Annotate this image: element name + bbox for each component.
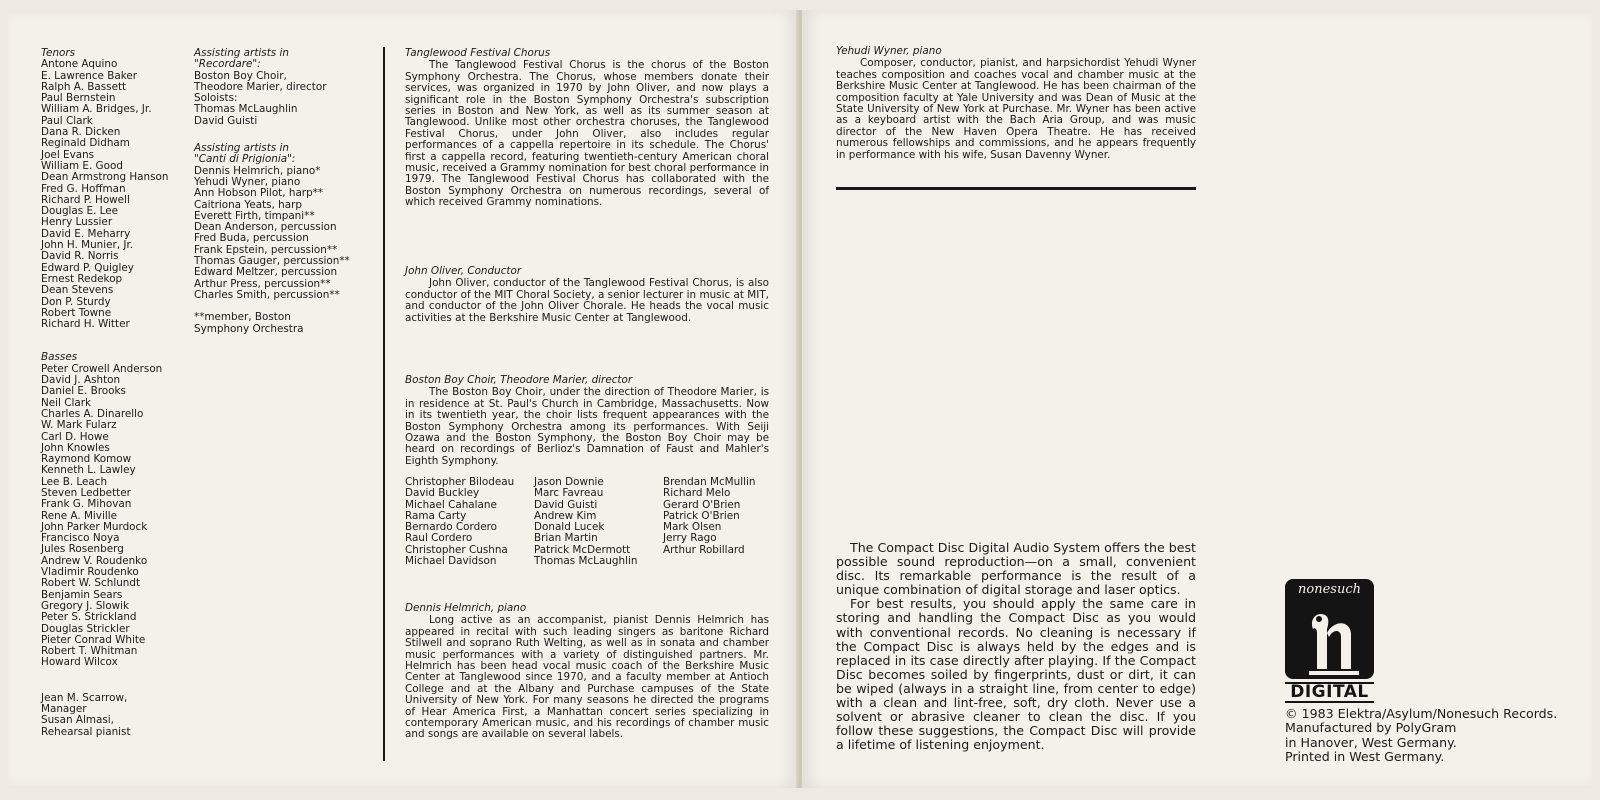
helmrich-bio xyxy=(405,603,769,741)
nonesuch-n-icon xyxy=(1299,599,1361,677)
recordare-heading-2: "Recordare": xyxy=(194,58,261,71)
list-item: Francisco Noya xyxy=(41,532,120,545)
list-item: © 1983 Elektra/Asylum/Nonesuch Records. xyxy=(1285,706,1558,721)
list-item: Rama Carty xyxy=(405,509,467,522)
list-item: Manager xyxy=(41,703,87,716)
list-item: Ernest Redekop xyxy=(41,272,123,285)
list-item: Dean Armstrong Hanson xyxy=(41,171,169,184)
list-item: Howard Wilcox xyxy=(41,656,118,669)
basses-heading: Basses xyxy=(41,351,78,364)
list-item: Charles Smith, percussion** xyxy=(194,288,340,301)
list-item: Arthur Press, percussion** xyxy=(194,277,331,290)
list-item: Printed in West Germany. xyxy=(1285,748,1445,764)
nonesuch-logo xyxy=(1285,579,1374,679)
list-item: in Hanover, West Germany. xyxy=(1285,734,1457,750)
list-item: Ann Hobson Pilot, harp** xyxy=(194,187,324,200)
list-item: Rehearsal pianist xyxy=(41,725,131,738)
list-item: Bernardo Cordero xyxy=(405,521,497,534)
list-item: Robert W. Schlundt xyxy=(41,577,141,590)
list-item: Gerard O'Brien xyxy=(663,498,741,511)
list-item: Symphony Orchestra xyxy=(194,322,304,335)
list-item: Christopher Bilodeau xyxy=(405,476,515,488)
list-item: Joel Evans xyxy=(41,148,95,161)
canti-heading-1: Assisting artists in xyxy=(194,142,289,155)
canti-heading-2: "Canti di Prigionia": xyxy=(194,153,296,166)
cd-notice-paragraph-2: For best results, you should apply the same care in storing and handling the Compact Disc as you would with conventional records. No cleaning is necessary if the Compact Disc is always held by the edges and is replaced in its case directly after playing. If the Compact Disc becomes soiled by fingerprints, dust or dirt, it can be wiped (always in a straight line, from center to edge) with a clean and lint-free, soft, dry cloth. Never use a solvent or abrasive cleaner to clean the disc. If you follow these suggestions, the Compact Disc will provide a lifetime of listening enjoyment. xyxy=(836,596,1196,753)
list-item: W. Mark Fularz xyxy=(41,419,117,432)
list-item: Dean Anderson, percussion xyxy=(194,221,337,234)
list-item: Patrick McDermott xyxy=(534,543,631,556)
list-item: Richard Melo xyxy=(663,487,731,500)
tenors-list xyxy=(41,59,168,330)
list-item: Andrew V. Roudenko xyxy=(41,554,148,567)
list-item: David R. Norris xyxy=(41,250,119,263)
list-item: William A. Bridges, Jr. xyxy=(41,103,152,116)
list-item: Manufactured by PolyGram xyxy=(1285,720,1457,736)
list-item: Theodore Marier, director xyxy=(194,80,327,93)
oliver-bio xyxy=(405,266,769,324)
list-item: Edward Meltzer, percussion xyxy=(194,266,338,279)
list-item: Thomas Gauger, percussion** xyxy=(194,255,350,268)
cd-notice-paragraph-1: The Compact Disc Digital Audio System offers the best possible sound reproduction—on a small, convenient disc. Its remarkable performance is the result of a unique combination of digital storage and laser optics. xyxy=(836,540,1196,598)
list-item: Don P. Sturdy xyxy=(41,295,111,308)
list-item: Michael Davidson xyxy=(405,555,497,568)
list-item: Raymond Komow xyxy=(41,453,132,466)
list-item: Andrew Kim xyxy=(534,509,597,522)
list-item: Robert T. Whitman xyxy=(41,645,138,658)
list-item: Richard H. Witter xyxy=(41,318,130,331)
list-item: Dennis Helmrich, piano* xyxy=(194,164,321,177)
list-item: William E. Good xyxy=(41,159,123,172)
list-item: Christopher Cushna xyxy=(405,543,508,556)
staff-list xyxy=(41,693,168,738)
list-item: Carl D. Howe xyxy=(41,430,109,443)
boychoir-roster xyxy=(405,477,775,567)
list-item: Charles A. Dinarello xyxy=(41,407,144,420)
wyner-bio xyxy=(836,46,1196,161)
nonesuch-wordmark: nonesuch xyxy=(1298,582,1361,597)
recordare-list xyxy=(194,71,350,127)
list-item: David Guisti xyxy=(534,498,598,511)
wyner-text: Composer, conductor, pianist, and harpsichordist Yehudi Wyner teaches composition and coaches vocal and chamber music at the Berkshire Music Center at Tanglewood. He has been chairman of the composition faculty at Yale University and was Dean of Music at the State University of New York at Purchase. Mr. Wyner has been active as a keyboard artist with the Bach Aria Group, and was music director of the New Haven Opera Theatre. He has received numerous fellowships and commissions, and he appears frequently in performance with his wife, Susan Davenny Wyner. xyxy=(836,57,1196,161)
list-item: Raul Cordero xyxy=(405,532,473,545)
list-item: David E. Meharry xyxy=(41,227,131,240)
helmrich-text: Long active as an accompanist, pianist Dennis Helmrich has appeared in recital with such leading singers as baritone Richard Stilwell and soprano Ruth Welting, as well as in sonata and chamber music performances with a variety of distinguished partners. Mr. Helmrich has been head vocal music coach of the Berkshire Music Center at Tanglewood since 1970, and a faculty member at Antioch College and at the Albany and Purchase campuses of the State University of New York. For many seasons he directed the programs of Hear America First, a Manhattan concert series specializing in contemporary American music, and his recordings of chamber music and songs are available on several labels. xyxy=(405,614,769,741)
list-item: Thomas McLaughlin xyxy=(194,103,298,116)
list-item: Reginald Didham xyxy=(41,137,130,150)
compact-disc-notice xyxy=(836,541,1196,752)
list-item: Michael Cahalane xyxy=(405,498,497,511)
tenors-heading: Tenors xyxy=(41,47,76,59)
list-item: Patrick O'Brien xyxy=(663,509,740,522)
list-item: Everett Firth, timpani** xyxy=(194,209,315,222)
list-item: Rene A. Miville xyxy=(41,509,118,522)
list-item: Peter S. Strickland xyxy=(41,611,137,624)
list-item: Jerry Rago xyxy=(663,532,717,545)
list-item: Dean Stevens xyxy=(41,284,114,297)
list-item: David Guisti xyxy=(194,114,258,127)
list-item: Dana R. Dicken xyxy=(41,126,121,139)
list-item: Mark Olsen xyxy=(663,521,722,534)
list-item: Susan Almasi, xyxy=(41,714,114,727)
copyright-block xyxy=(1285,707,1557,764)
list-item: Douglas Strickler xyxy=(41,622,130,635)
list-item: John Parker Murdock xyxy=(41,520,148,533)
list-item: John H. Munier, Jr. xyxy=(41,239,134,252)
list-item: Pieter Conrad White xyxy=(41,633,146,646)
list-item: Boston Boy Choir, xyxy=(194,69,287,82)
chorus-text: The Tanglewood Festival Chorus is the chorus of the Boston Symphony Orchestra. The Chorus, whose members donate their services, was organized in 1970 by John Oliver, and now plays a significant role in the Boston Symphony Orchestra's subscription series in Boston and New York, as well as its summer season at Tanglewood. Unlike most other orchestra choruses, the Tanglewood Festival Chorus, under John Oliver, also includes regular performances of a cappella repertoire in its schedule. The Chorus' first a cappella record, featuring twentieth-century American choral music, received a Grammy nomination for best choral performance in 1979. The Tanglewood Festival Chorus has collaborated with the Boston Symphony Orchestra on numerous recordings, several of which received Grammy nominations. xyxy=(405,59,769,209)
assisting-artists-column xyxy=(194,48,350,335)
column-divider xyxy=(383,47,385,761)
list-item: Soloists: xyxy=(194,92,238,105)
list-item: Jules Rosenberg xyxy=(41,543,124,556)
list-item: Fred G. Hoffman xyxy=(41,182,126,195)
list-item: Frank Epstein, percussion** xyxy=(194,243,338,256)
basses-list xyxy=(41,364,168,669)
list-item: Antone Aquino xyxy=(41,58,118,71)
list-item: Thomas McLaughlin xyxy=(534,555,638,568)
list-item: Douglas E. Lee xyxy=(41,205,119,218)
list-item: Neil Clark xyxy=(41,396,92,409)
list-item: Gregory J. Slowik xyxy=(41,599,130,612)
list-item: Vladimir Roudenko xyxy=(41,566,139,579)
list-item: **member, Boston xyxy=(194,311,291,324)
boychoir-heading: Boston Boy Choir, Theodore Marier, director xyxy=(405,374,633,386)
chorus-bio xyxy=(405,48,769,209)
list-item: Arthur Robillard xyxy=(663,543,745,556)
list-item: Paul Clark xyxy=(41,114,93,127)
roster-column-1 xyxy=(405,477,534,567)
list-item: Donald Lucek xyxy=(534,521,605,534)
list-item: Ralph A. Bassett xyxy=(41,80,127,93)
list-item: Kenneth L. Lawley xyxy=(41,464,136,477)
roster-column-2 xyxy=(534,477,663,567)
roster-column-3 xyxy=(663,477,775,567)
list-item: Benjamin Sears xyxy=(41,588,123,601)
list-item: Lee B. Leach xyxy=(41,475,108,488)
list-item: Jason Downie xyxy=(534,476,604,488)
list-item: Henry Lussier xyxy=(41,216,113,229)
section-rule xyxy=(836,187,1196,190)
list-item: David Buckley xyxy=(405,487,480,500)
boychoir-bio xyxy=(405,375,769,467)
list-item: Peter Crowell Anderson xyxy=(41,362,163,375)
list-item: Frank G. Mihovan xyxy=(41,498,132,511)
list-item: Fred Buda, percussion xyxy=(194,232,309,245)
boychoir-text: The Boston Boy Choir, under the direction of Theodore Marier, is in residence at St. Paul's Church in Cambridge, Massachusetts. Now in its twentieth year, the choir lists frequent appearances with the Boston Symphony Orchestra among its performances. With Seiji Ozawa and the Boston Symphony, the Boston Boy Choir may be heard on recordings of Berlioz's Damnation of Faust and Mahler's Eighth Symphony. xyxy=(405,386,769,467)
list-item: Richard P. Howell xyxy=(41,193,130,206)
list-item: David J. Ashton xyxy=(41,374,121,387)
list-item: E. Lawrence Baker xyxy=(41,69,138,82)
oliver-heading: John Oliver, Conductor xyxy=(405,265,522,277)
list-item: Steven Ledbetter xyxy=(41,486,131,499)
recordare-heading-1: Assisting artists in xyxy=(194,47,289,59)
helmrich-heading: Dennis Helmrich, piano xyxy=(405,602,527,614)
list-item: Daniel E. Brooks xyxy=(41,385,126,398)
wyner-heading: Yehudi Wyner, piano xyxy=(836,45,942,57)
list-item: Brian Martin xyxy=(534,532,598,545)
canti-list xyxy=(194,166,350,302)
list-item: Marc Favreau xyxy=(534,487,604,500)
list-item: Edward P. Quigley xyxy=(41,261,134,274)
list-item: Yehudi Wyner, piano xyxy=(194,175,301,188)
digital-label: DIGITAL xyxy=(1285,682,1374,703)
list-item: Brendan McMullin xyxy=(663,476,756,488)
list-item: John Knowles xyxy=(41,441,110,454)
list-item: Jean M. Scarrow, xyxy=(41,691,128,704)
oliver-text: John Oliver, conductor of the Tanglewood Festival Chorus, is also conductor of the MIT Choral Society, a senior lecturer in music at MIT, and conductor of the John Oliver Chorale. He heads the vocal music activities at the Berkshire Music Center at Tanglewood. xyxy=(405,277,769,324)
list-item: Paul Bernstein xyxy=(41,92,116,105)
list-item: Robert Towne xyxy=(41,306,112,319)
list-item: Caitriona Yeats, harp xyxy=(194,198,302,211)
chorus-heading: Tanglewood Festival Chorus xyxy=(405,47,551,59)
singers-column xyxy=(41,48,168,738)
footnote-list xyxy=(194,312,350,335)
